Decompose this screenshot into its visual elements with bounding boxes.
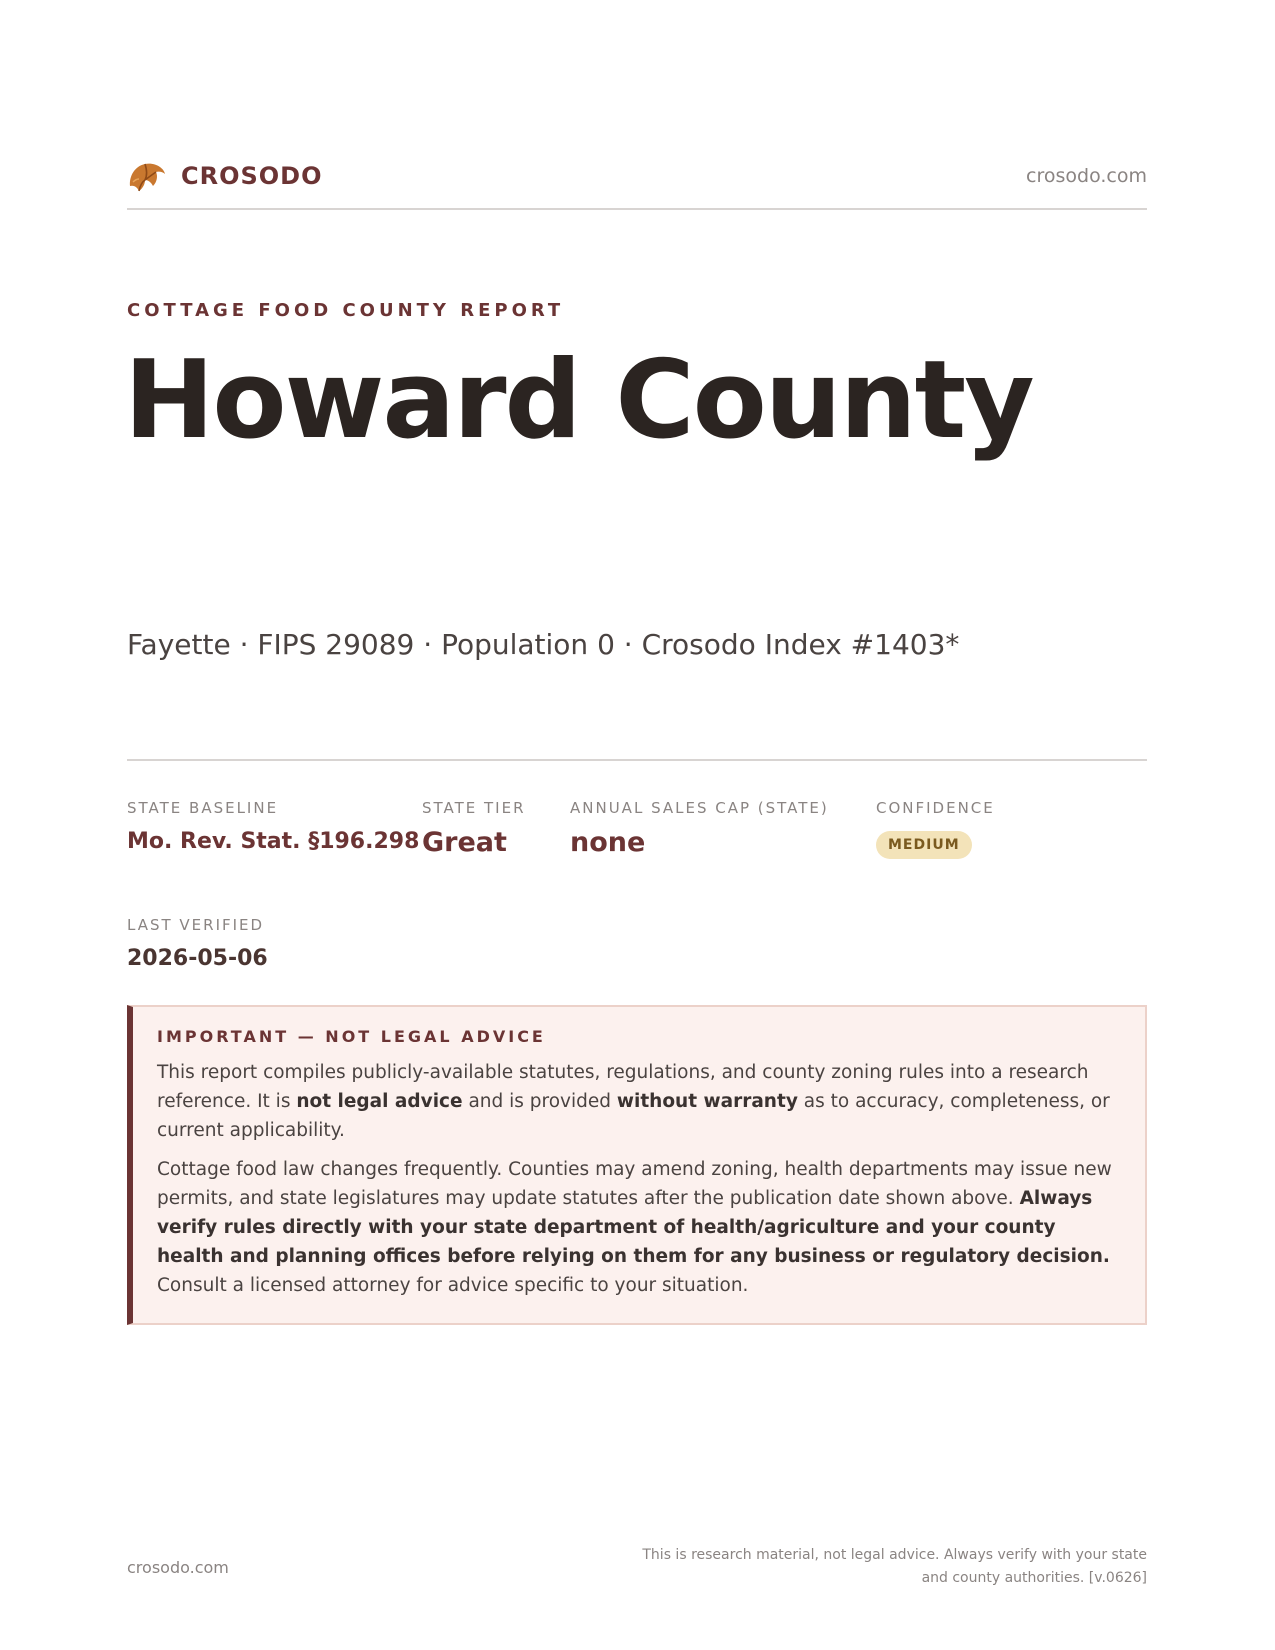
fact-label: STATE TIER	[422, 799, 526, 817]
croissant-icon	[127, 158, 167, 194]
county-subtitle: Fayette · FIPS 29089 · Population 0 · Crosodo Index #1403*	[127, 628, 960, 661]
confidence-badge: MEDIUM	[876, 831, 972, 859]
fact-value: none	[570, 827, 646, 858]
brand	[127, 158, 323, 194]
footer-url[interactable]: crosodo.com	[127, 1558, 229, 1577]
notice-emphasis: not legal advice	[296, 1091, 463, 1112]
section-divider	[127, 759, 1147, 761]
fact-sales-cap	[570, 799, 829, 858]
notice-text: and is provided	[462, 1091, 617, 1112]
site-url[interactable]: crosodo.com	[1026, 165, 1147, 187]
notice-emphasis: Always verify rules directly with your state department of health/agriculture and your county health and planning offices before relying on them for any business or regulatory decision.	[157, 1188, 1110, 1267]
fact-value: 2026-05-06	[127, 946, 268, 971]
fact-value: Great	[422, 827, 507, 858]
notice-heading: IMPORTANT — NOT LEGAL ADVICE	[157, 1027, 546, 1046]
fact-confidence	[876, 799, 995, 859]
footer-disclaimer-line: and county authorities. [v.0626]	[921, 1570, 1147, 1586]
legal-notice	[127, 1005, 1147, 1325]
notice-text: Cottage food law changes frequently. Counties may amend zoning, health departments may issue new permits, and state legislatures may update statutes after the publication date shown above.	[157, 1159, 1112, 1209]
county-title: Howard County	[124, 338, 1033, 463]
notice-text: as to accuracy, completeness, or current applicability.	[157, 1091, 1110, 1141]
fact-last-verified	[127, 916, 268, 971]
footer-disclaimer	[627, 1544, 1147, 1590]
report-eyebrow: COTTAGE FOOD COUNTY REPORT	[127, 300, 565, 321]
notice-paragraph	[157, 1058, 1119, 1145]
notice-text: This report compiles publicly-available statutes, regulations, and county zoning rules into a research reference. It is	[157, 1062, 1089, 1112]
fact-label: ANNUAL SALES CAP (STATE)	[570, 799, 829, 817]
notice-text: Consult a licensed attorney for advice specific to your situation.	[157, 1275, 749, 1296]
brand-name: CROSODO	[181, 162, 323, 190]
notice-emphasis: without warranty	[616, 1091, 798, 1112]
fact-state-baseline	[127, 799, 419, 854]
page-header	[127, 158, 1147, 210]
footer-disclaimer-line: This is research material, not legal advice. Always verify with your state	[642, 1547, 1147, 1563]
fact-value: Mo. Rev. Stat. §196.298	[127, 829, 420, 854]
fact-label: STATE BASELINE	[127, 799, 279, 817]
fact-label: LAST VERIFIED	[127, 916, 265, 934]
fact-label: CONFIDENCE	[876, 799, 995, 817]
notice-paragraph	[157, 1155, 1119, 1300]
fact-state-tier	[422, 799, 526, 858]
